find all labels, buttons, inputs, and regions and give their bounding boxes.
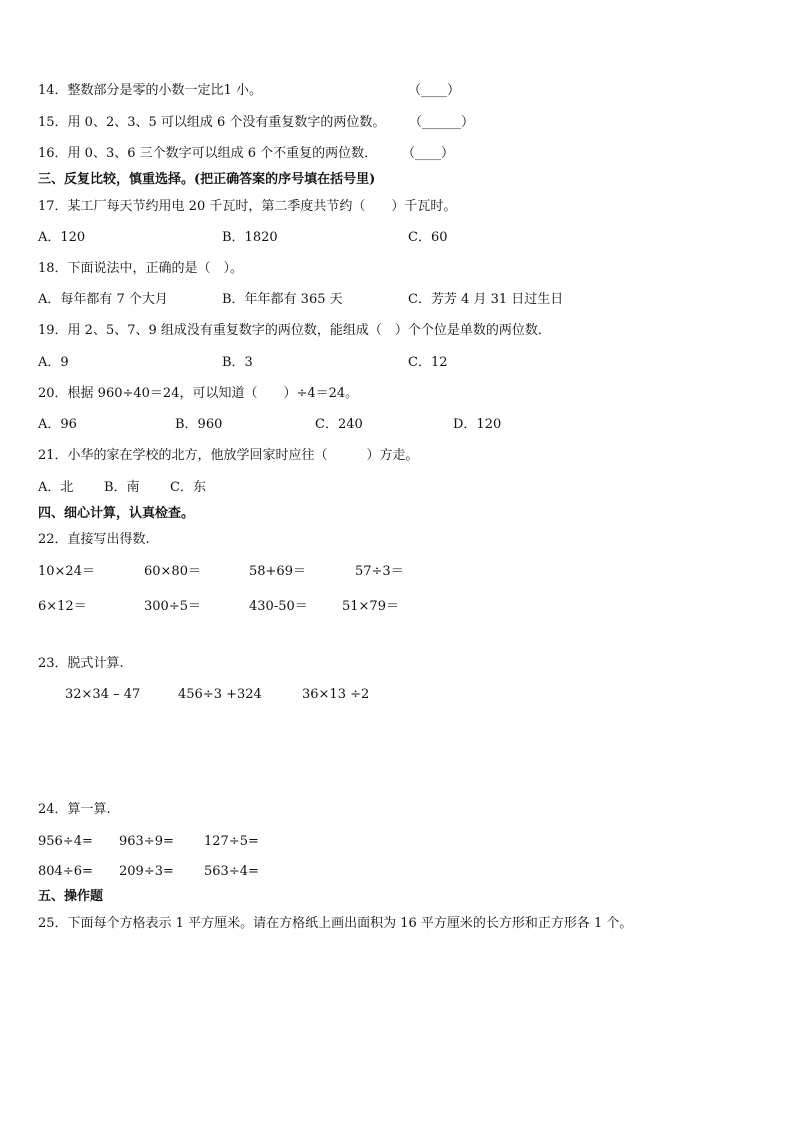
section-5-heading: 五、操作题 — [38, 889, 104, 904]
question-22-item: 10×24＝ — [38, 564, 95, 579]
question-24-text: 24．算一算. — [38, 802, 111, 817]
question-24-item: 804÷6= — [38, 864, 93, 879]
question-21-option-b[interactable]: B．南 — [104, 480, 140, 495]
question-20-option-b[interactable]: B．960 — [175, 417, 223, 432]
question-21-option-c[interactable]: C．东 — [170, 480, 206, 495]
question-21-option-a[interactable]: A．北 — [38, 480, 74, 495]
question-17-option-b[interactable]: B．1820 — [222, 230, 278, 245]
question-24-item: 209÷3= — [119, 864, 174, 879]
section-4-heading: 四、细心计算，认真检查。 — [38, 506, 195, 521]
question-14 — [38, 83, 262, 99]
question-20-option-a[interactable]: A．96 — [38, 417, 77, 432]
question-23-item: 456÷3 +324 — [178, 687, 262, 702]
question-22-item: 430-50＝ — [249, 599, 308, 614]
question-20-option-c[interactable]: C．240 — [315, 417, 363, 432]
question-21-text: 21．小华的家在学校的北方，他放学回家时应往（ ）方走。 — [38, 448, 419, 463]
question-19-option-b[interactable]: B．3 — [222, 355, 253, 370]
question-17-text: 17．某工厂每天节约用电 20 千瓦时，第二季度共节约（ ）千瓦时。 — [38, 199, 457, 214]
question-23-item: 36×13 ÷2 — [302, 687, 370, 702]
section-3-heading: 三、反复比较，慎重选择。(把正确答案的序号填在括号里) — [38, 172, 376, 187]
question-23-text: 23．脱式计算. — [38, 656, 124, 671]
question-20-text: 20．根据 960÷40＝24，可以知道（ ）÷4＝24。 — [38, 386, 359, 401]
question-16-text: 16．用 0、3、6 三个数字可以组成 6 个不重复的两位数． — [38, 146, 378, 161]
question-17-option-a[interactable]: A．120 — [38, 230, 86, 245]
question-19-option-c[interactable]: C．12 — [408, 355, 448, 370]
question-18-option-c[interactable]: C．芳芳 4 月 31 日过生日 — [408, 292, 564, 307]
question-18-option-a[interactable]: A．每年都有 7 个大月 — [38, 292, 168, 307]
question-19-option-a[interactable]: A．9 — [38, 355, 69, 370]
question-22-item: 6×12＝ — [38, 599, 87, 614]
question-22-item: 57÷3＝ — [355, 564, 404, 579]
question-24-item: 563÷4= — [204, 864, 259, 879]
question-18-text: 18．下面说法中，正确的是（ ）。 — [38, 261, 244, 276]
question-15-text: 15．用 0、2、3、5 可以组成 6 个没有重复数字的两位数。 — [38, 115, 386, 130]
question-19-text: 19．用 2、5、7、9 组成没有重复数字的两位数，能组成（ ）个个位是单数的两位数． — [38, 323, 551, 338]
question-15 — [38, 115, 385, 131]
question-22-item: 60×80＝ — [144, 564, 201, 579]
question-24-item: 963÷9= — [119, 834, 174, 849]
question-22-item: 300÷5＝ — [144, 599, 201, 614]
question-22-item: 58+69＝ — [249, 564, 306, 579]
question-14-text: 14．整数部分是零的小数一定比1 小。 — [38, 83, 262, 98]
question-18-option-b[interactable]: B．年年都有 365 天 — [222, 292, 343, 307]
question-23-item: 32×34 – 47 — [65, 687, 141, 702]
question-20-option-d[interactable]: D．120 — [453, 417, 502, 432]
question-25-text: 25．下面每个方格表示 1 平方厘米。请在方格纸上画出面积为 16 平方厘米的长方形和正方形各 1 个。 — [38, 916, 633, 931]
question-24-item: 956÷4= — [38, 834, 93, 849]
question-14-answer-blank[interactable]: （____） — [408, 83, 461, 98]
question-17-option-c[interactable]: C．60 — [408, 230, 448, 245]
question-16 — [38, 146, 377, 162]
question-22-item: 51×79＝ — [342, 599, 399, 614]
question-16-answer-blank[interactable]: （____） — [402, 146, 455, 161]
question-15-answer-blank[interactable]: （______） — [409, 115, 475, 130]
question-24-item: 127÷5= — [204, 834, 259, 849]
question-22-text: 22．直接写出得数. — [38, 532, 150, 547]
